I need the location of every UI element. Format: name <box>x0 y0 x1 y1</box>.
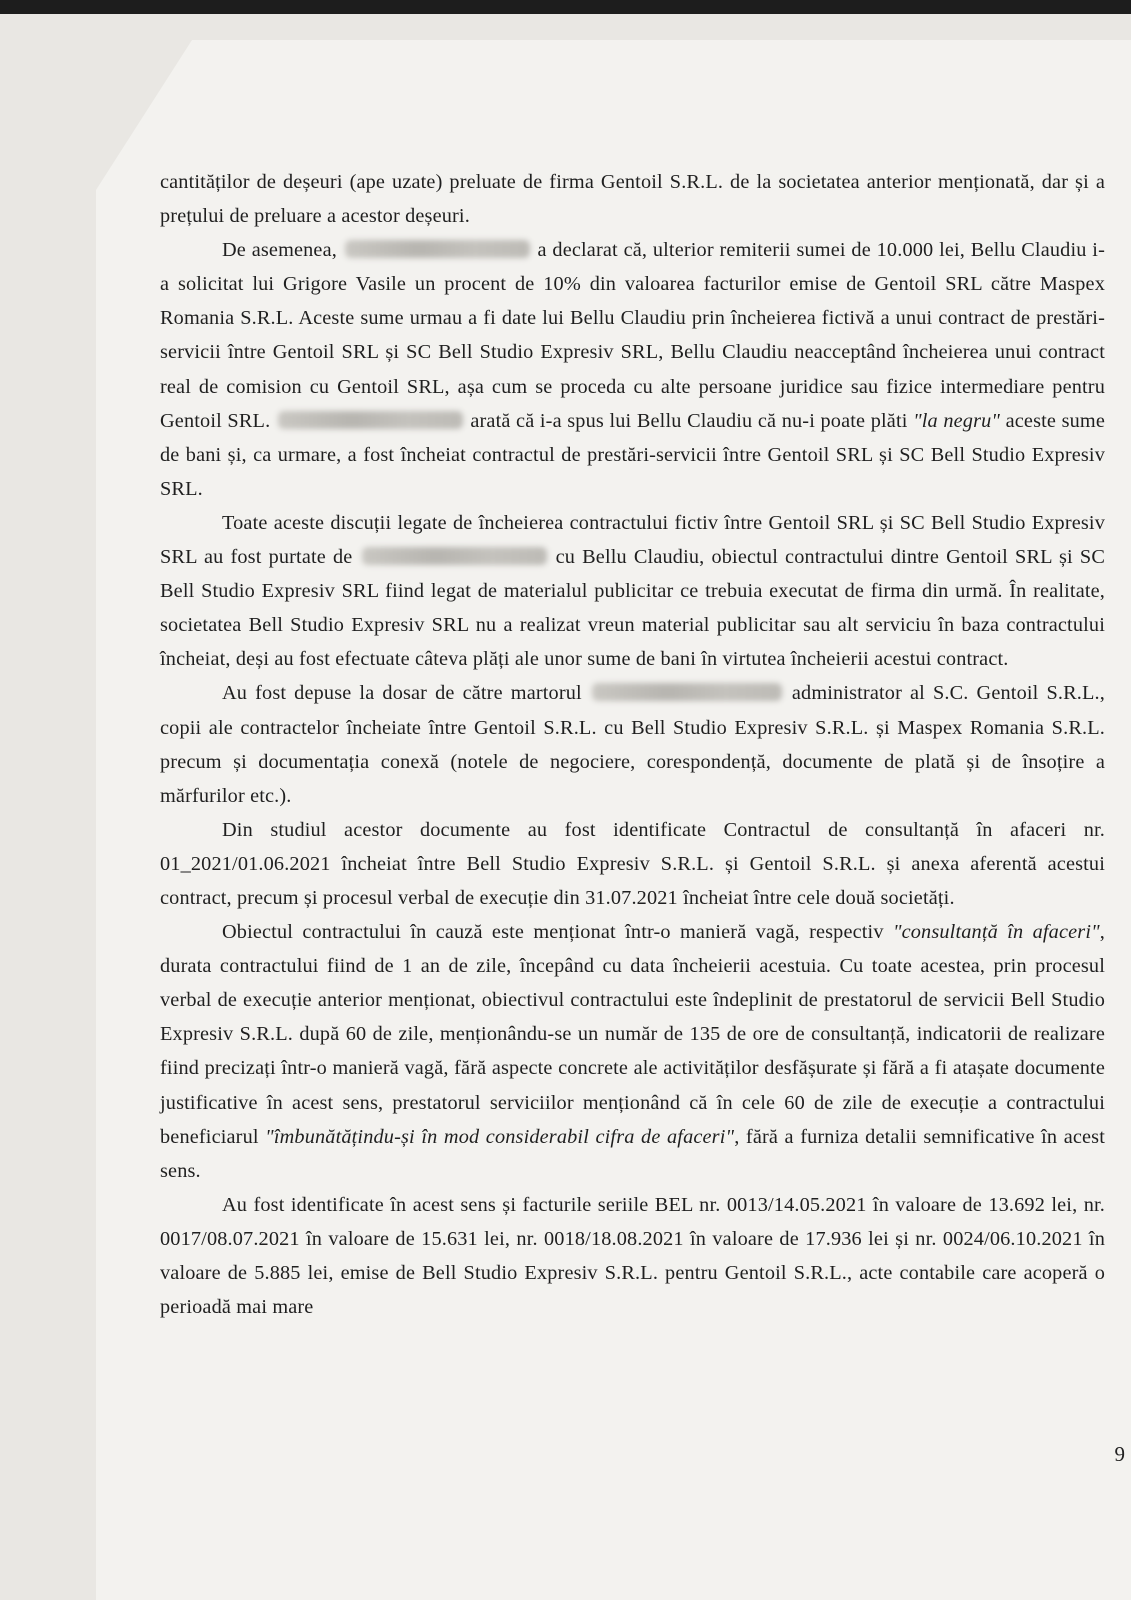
italic-text: "consultanță în afaceri" <box>892 921 1100 944</box>
document-body <box>160 165 1105 1324</box>
scan-top-edge <box>0 0 1131 14</box>
paragraph <box>160 165 1105 233</box>
redacted-name <box>362 547 547 565</box>
paragraph <box>160 506 1105 676</box>
text-segment: cantităților de deșeuri (ape uzate) preluate de firma Gentoil S.R.L. de la societatea anterior menționată, dar și a prețului de preluare a acestor deșeuri. <box>160 171 1105 228</box>
text-segment: , durata contractului fiind de 1 an de zile, începând cu data încheierii acestuia. Cu toate acestea, prin procesul verbal de execuție anterior menționat, obiectivul contractului este îndeplinit de prestatorul de servicii Bell Studio Expresiv S.R.L. după 60 de zile, menționându-se un număr de 135 de ore de consultanță, indicatorii de realizare fiind precizați într-o manieră vagă, fără aspecte concrete ale activităților desfășurate și fără a fi atașate documente justificative în acest sens, prestatorul serviciilor menționând că în cele 60 de zile de execuție a contractului beneficiarul <box>160 921 1106 1148</box>
redacted-name <box>278 411 463 429</box>
text-segment: Au fost depuse la dosar de către martorul <box>222 682 590 705</box>
text-segment: a declarat că, ulterior remiterii sumei de 10.000 lei, Bellu Claudiu i-a solicitat lui Grigore Vasile un procent de 10% din valoarea facturilor emise de Gentoil SRL către Maspex Romania S.R.L. Aceste sume urmau a fi date lui Bellu Claudiu prin încheierea fictivă a unui contract de prestări-servicii între Gentoil SRL și SC Bell Studio Expresiv SRL, Bellu Claudiu neacceptând încheierea unui contract real de comision cu Gentoil SRL, așa cum se proceda cu alte persoane juridice sau fizice intermediare pentru Gentoil SRL. <box>160 239 1105 432</box>
text-segment: Toate aceste discuții legate de încheierea contractului fictiv între Gentoil SRL și SC Bell Studio Expresiv SRL au fost purtate de <box>160 511 1105 569</box>
text-segment: Au fost identificate în acest sens și facturile seriile BEL nr. 0013/14.05.2021 în valoare de 13.692 lei, nr. 0017/08.07.2021 în valoare de 15.631 lei, nr. 0018/18.08.2021 în valoare de 17.936 lei și nr. 0024/06.10.2021 în valoare de 5.885 lei, emise de Bell Studio Expresiv S.R.L. pentru Gentoil S.R.L., acte contabile care acoperă o perioadă mai mare <box>160 1193 1105 1319</box>
text-segment: cu Bellu Claudiu, obiectul contractului dintre Gentoil SRL și SC Bell Studio Expresiv SRL fiind legat de materialul publicitar ce trebuia executat de firma din urmă. În realitate, societatea Bell Studio Expresiv SRL nu a realizat vreun material publicitar sau alt serviciu în baza contractului încheiat, deși au fost efectuate câteva plăți ale unor sume de bani în virtutea încheierii acestui contract. <box>160 546 1105 671</box>
text-segment: administrator al S.C. Gentoil S.R.L., copii ale contractelor încheiate între Gentoil S.R.L. cu Bell Studio Expresiv S.R.L. și Maspex Romania S.R.L. precum și documentația conexă (notele de negociere, corespondență, documente de plată și de însoțire a mărfurilor etc.). <box>160 682 1105 807</box>
text-segment: aceste sume de bani și, ca urmare, a fost încheiat contractul de prestări-servicii între Gentoil SRL și SC Bell Studio Expresiv SRL. <box>160 409 1105 500</box>
italic-text: "îmbunătățindu-și în mod considerabil cifra de afaceri" <box>265 1125 735 1148</box>
text-segment: arată că i-a spus lui Bellu Claudiu că nu-i poate plăti <box>464 409 914 432</box>
paragraph <box>160 813 1105 915</box>
text-segment: De asemenea, <box>222 239 343 262</box>
redacted-name <box>345 240 530 258</box>
text-segment: Din studiul acestor documente au fost identificate Contractul de consultanță în afaceri nr. 01_2021/01.06.2021 încheiat între Bell Studio Expresiv S.R.L. și Gentoil S.R.L. și anexa aferentă acestui contract, precum și procesul verbal de execuție din 31.07.2021 încheiat între cele două societăți. <box>160 818 1105 909</box>
page-number: 9 <box>1114 1442 1125 1466</box>
italic-text: "la negru" <box>913 409 1001 432</box>
paragraph <box>160 676 1105 812</box>
paragraph <box>160 1188 1105 1324</box>
text-segment: Obiectul contractului în cauză este menționat într-o manieră vagă, respectiv <box>222 921 893 944</box>
paragraph <box>160 915 1105 1188</box>
paragraph <box>160 233 1105 506</box>
text-segment: , fără a furniza detalii semnificative în acest sens. <box>160 1125 1105 1182</box>
redacted-name <box>592 683 782 701</box>
